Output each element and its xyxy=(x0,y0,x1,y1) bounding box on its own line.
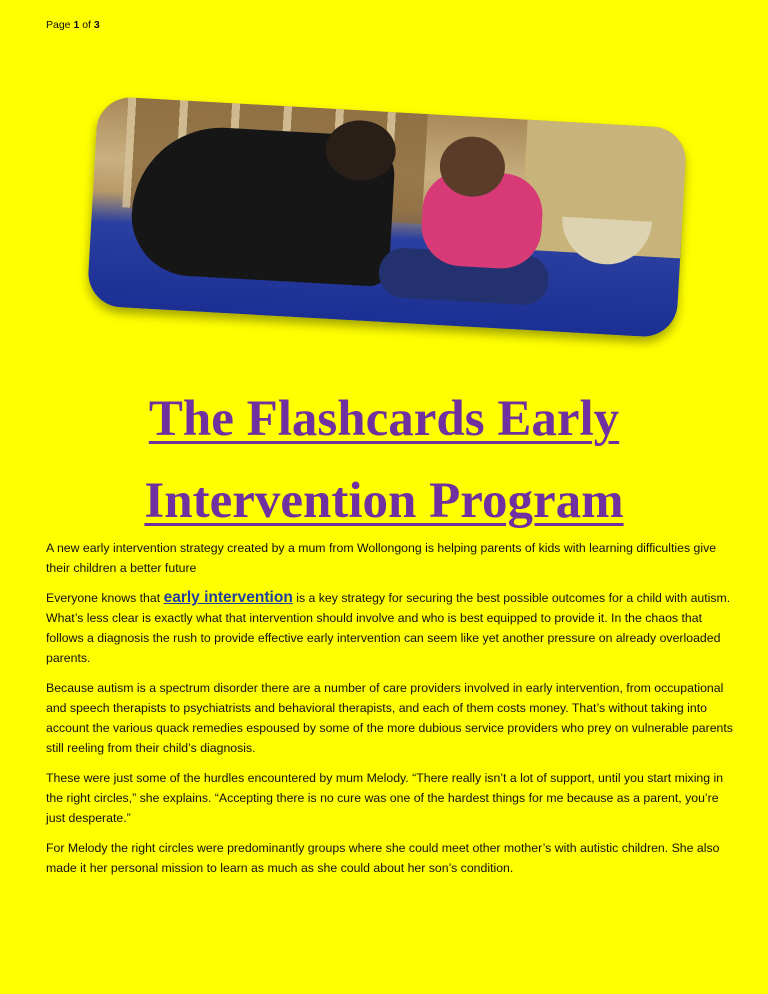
photo-rocker xyxy=(560,217,652,267)
paragraph-intro: A new early intervention strategy created by a mum from Wollongong is helping parents of kids with learning difficulties give their children a better future xyxy=(46,541,717,575)
page-current: 1 xyxy=(73,19,80,31)
paragraph-3: Because autism is a spectrum disorder there are a number of care providers involved in early intervention, from occupational and speech therapists to psychiatrists and behavioral therapists, and each of them costs money. That’s without taking into account the various quack remedies espoused by some of the more dubious service providers who prey on vulnerable parents still reeling from their child’s diagnosis. xyxy=(46,681,733,755)
paragraph-2-start: Everyone knows that xyxy=(46,591,164,605)
paragraph-4: These were just some of the hurdles encountered by mum Melody. “There really isn’t a lot of support, until you start mixing in the right circles,” she explains. “Accepting there is no cure was one of the hardest things for me because as a parent, you’re just desperate.” xyxy=(46,771,724,825)
page-title xyxy=(0,378,768,542)
page-number xyxy=(46,19,100,31)
early-intervention-link[interactable]: early intervention xyxy=(163,589,293,606)
title-line-2: Intervention Program xyxy=(144,473,624,529)
hero-photo xyxy=(87,96,688,339)
page-total: 3 xyxy=(93,19,100,31)
paragraph-2 xyxy=(46,588,736,668)
article-body xyxy=(46,538,736,888)
page-of: of xyxy=(79,19,94,31)
paragraph-2-end: is a key strategy for securing the best possible outcomes for a child with autism. What’s less clear is exactly what that intervention should involve and who is best equipped to provide it. In the chaos that follows a diagnosis the rush to provide effective early intervention can seem like yet another pressure on already overloaded parents. xyxy=(46,591,731,665)
paragraph-5: For Melody the right circles were predominantly groups where she could meet other mother’s with autistic children. She also made it her personal mission to learn as much as she could about her son’s condition. xyxy=(46,841,720,875)
title-line-1: The Flashcards Early xyxy=(148,391,620,447)
page-prefix: Page xyxy=(46,19,74,31)
